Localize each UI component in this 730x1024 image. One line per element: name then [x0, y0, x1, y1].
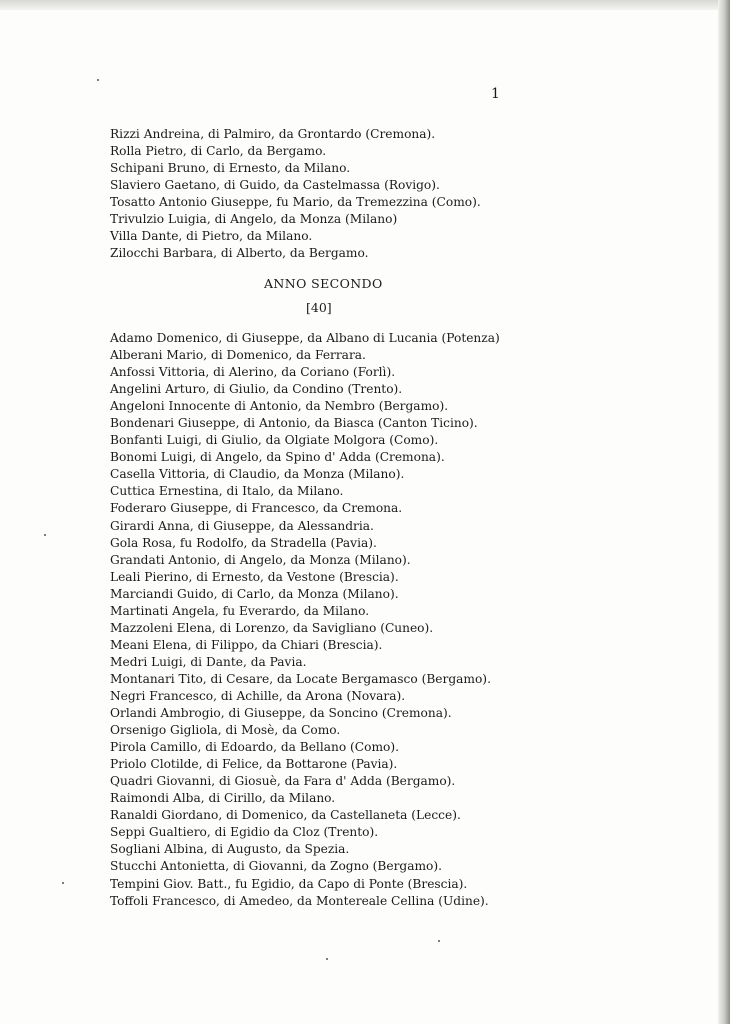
- list-item: Schipani Bruno, di Ernesto, da Milano.: [110, 161, 351, 176]
- list-item: Foderaro Giuseppe, di Francesco, da Cremona.: [110, 501, 403, 516]
- list-item: Leali Pierino, di Ernesto, da Vestone (Brescia).: [110, 569, 399, 584]
- student-list-first: [110, 126, 481, 262]
- list-item: Ranaldi Giordano, di Domenico, da Castellaneta (Lecce).: [110, 808, 461, 823]
- list-item: Stucchi Antonietta, di Giovanni, da Zogno (Bergamo).: [110, 859, 443, 874]
- list-item: Mazzoleni Elena, di Lorenzo, da Savigliano (Cuneo).: [110, 620, 434, 635]
- list-item: Rolla Pietro, di Carlo, da Bergamo.: [110, 144, 327, 159]
- list-item: Bonfanti Luigi, di Giulio, da Olgiate Molgora (Como).: [110, 433, 439, 448]
- scan-speck: [438, 940, 440, 942]
- list-item: Angelini Arturo, di Giulio, da Condino (Trento).: [110, 382, 403, 397]
- list-item: Villa Dante, di Pietro, da Milano.: [110, 229, 313, 244]
- list-item: Montanari Tito, di Cesare, da Locate Bergamasco (Bergamo).: [110, 671, 491, 686]
- list-item: Tempini Giov. Batt., fu Egidio, da Capo di Ponte (Brescia).: [110, 876, 468, 891]
- list-item: Quadri Giovanni, di Giosuè, da Fara d' Adda (Bergamo).: [110, 774, 456, 789]
- scan-speck: [62, 882, 64, 884]
- scan-speck: [326, 958, 328, 960]
- list-item: Medri Luigi, di Dante, da Pavia.: [110, 654, 307, 669]
- page-number: 1: [491, 86, 500, 102]
- list-item: Girardi Anna, di Giuseppe, da Alessandria.: [110, 518, 374, 533]
- list-item: Bondenari Giuseppe, di Antonio, da Biasca (Canton Ticino).: [110, 416, 478, 431]
- scan-speck: [44, 534, 46, 536]
- list-item: Raimondi Alba, di Cirillo, da Milano.: [110, 791, 336, 806]
- list-item: Meani Elena, di Filippo, da Chiari (Brescia).: [110, 637, 383, 652]
- list-item: Trivulzio Luigia, di Angelo, da Monza (Milano): [110, 212, 398, 227]
- list-item: Alberani Mario, di Domenico, da Ferrara.: [110, 348, 366, 363]
- list-item: Martinati Angela, fu Everardo, da Milano.: [110, 603, 370, 618]
- list-item: Orsenigo Gigliola, di Mosè, da Como.: [110, 723, 341, 738]
- list-item: Seppi Gualtiero, di Egidio da Cloz (Trento).: [110, 825, 379, 840]
- page-right-edge: [718, 0, 730, 1024]
- list-item: Marciandi Guido, di Carlo, da Monza (Milano).: [110, 586, 399, 601]
- list-item: Zilocchi Barbara, di Alberto, da Bergamo.: [110, 246, 369, 261]
- list-item: Adamo Domenico, di Giuseppe, da Albano di Lucania (Potenza): [110, 331, 500, 345]
- section-count: [40]: [306, 300, 332, 315]
- list-item: Toffoli Francesco, di Amedeo, da Montereale Cellina (Udine).: [110, 893, 489, 908]
- list-item: Angeloni Innocente di Antonio, da Nembro (Bergamo).: [110, 399, 449, 414]
- student-list-second: [110, 330, 500, 910]
- list-item: Slaviero Gaetano, di Guido, da Castelmassa (Rovigo).: [110, 178, 440, 193]
- list-item: Gola Rosa, fu Rodolfo, da Stradella (Pavia).: [110, 535, 377, 550]
- page-top-edge: [0, 0, 730, 10]
- list-item: Cuttica Ernestina, di Italo, da Milano.: [110, 484, 344, 499]
- list-item: Rizzi Andreina, di Palmiro, da Grontardo (Cremona).: [110, 127, 436, 141]
- list-item: Orlandi Ambrogio, di Giuseppe, da Soncino (Cremona).: [110, 706, 452, 721]
- list-item: Pirola Camillo, di Edoardo, da Bellano (Como).: [110, 740, 399, 755]
- scan-speck: [97, 79, 99, 81]
- list-item: Sogliani Albina, di Augusto, da Spezia.: [110, 842, 350, 857]
- list-item: Bonomi Luigi, di Angelo, da Spino d' Adda (Cremona).: [110, 450, 445, 465]
- list-item: Tosatto Antonio Giuseppe, fu Mario, da Tremezzina (Como).: [110, 195, 481, 210]
- list-item: Negri Francesco, di Achille, da Arona (Novara).: [110, 688, 406, 703]
- list-item: Priolo Clotilde, di Felice, da Bottarone (Pavia).: [110, 757, 398, 772]
- section-heading: ANNO SECONDO: [264, 276, 383, 291]
- list-item: Casella Vittoria, di Claudio, da Monza (Milano).: [110, 467, 405, 482]
- list-item: Anfossi Vittoria, di Alerino, da Coriano (Forlì).: [110, 365, 396, 380]
- list-item: Grandati Antonio, di Angelo, da Monza (Milano).: [110, 552, 411, 567]
